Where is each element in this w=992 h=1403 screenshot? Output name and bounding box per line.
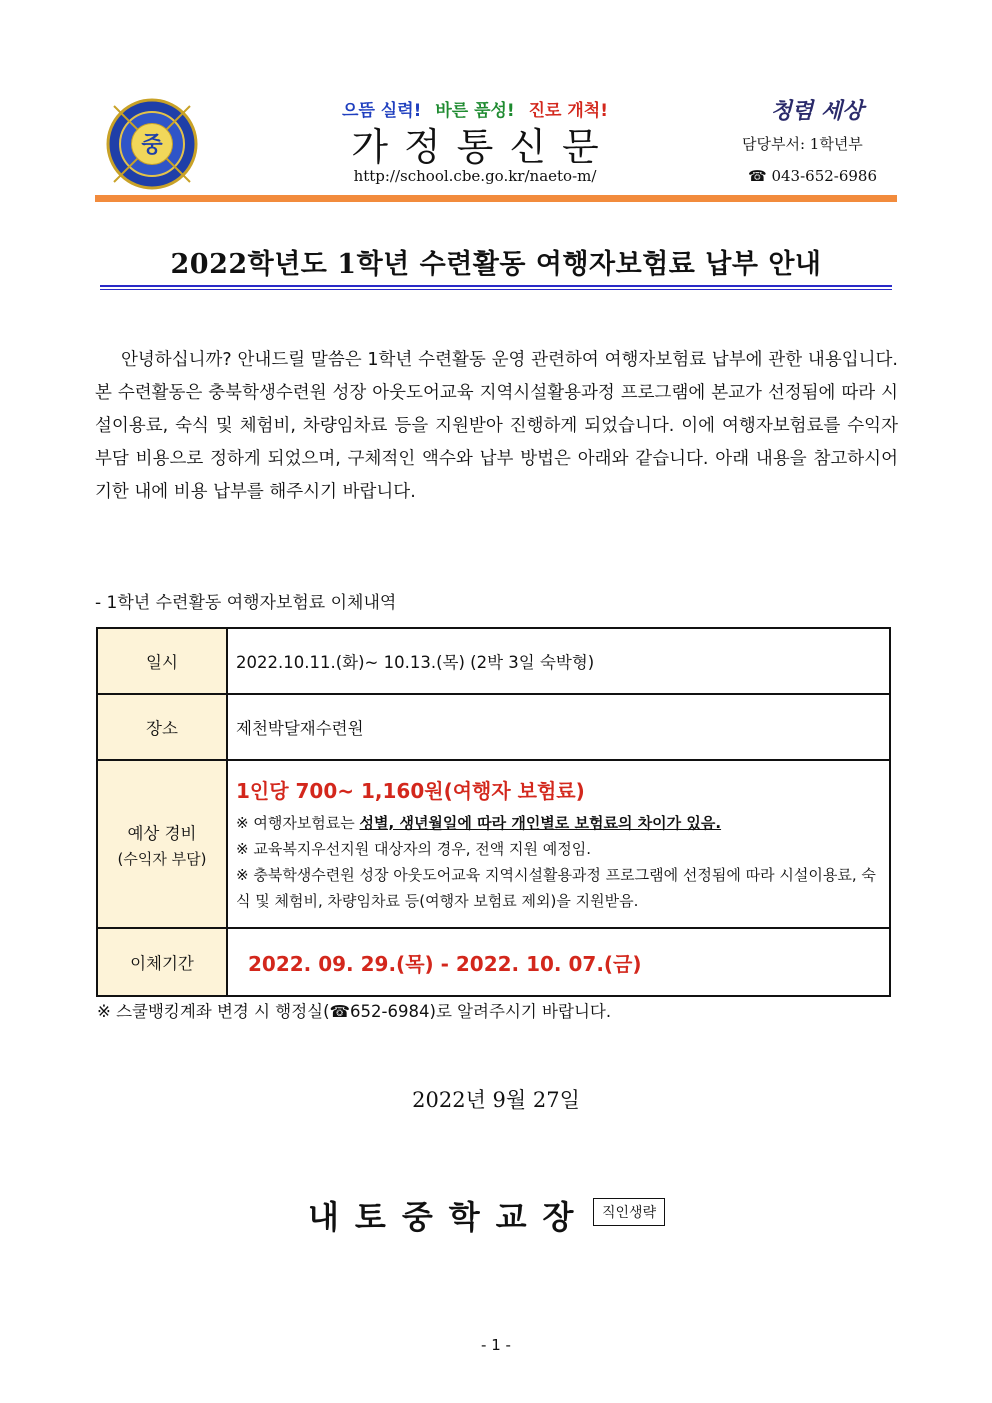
department: 담당부서: 1학년부 — [742, 135, 863, 153]
cost-label: 예상 경비 — [127, 823, 197, 843]
cost-sub-label: (수익자 부담) — [117, 849, 207, 868]
page-number: - 1 - — [481, 1336, 511, 1354]
document-title: 2022학년도 1학년 수련활동 여행자보험료 납부 안내 — [170, 249, 822, 280]
slogan-part-1: 으뜸 실력! — [342, 101, 422, 121]
contact-phone: ☎ 043-652-6986 — [748, 167, 878, 185]
intro-paragraph — [95, 344, 898, 509]
note-emphasis: 성별, 생년월일에 따라 개인별로 보험료의 차이가 있음. — [359, 813, 722, 832]
transfer-period: 2022. 09. 29.(목) - 2022. 10. 07.(금) — [248, 951, 642, 976]
masthead-title: 가정통신문 — [351, 125, 615, 169]
brand-text: 청렴 세상 — [770, 98, 864, 124]
transfer-period-cell — [227, 928, 890, 996]
cost-value-cell — [227, 760, 890, 928]
place-value: 제천박달재수련원 — [227, 694, 890, 760]
table-row — [97, 760, 890, 928]
table-row — [97, 628, 890, 694]
details-table — [96, 627, 891, 997]
school-logo — [106, 98, 198, 190]
section-heading: - 1학년 수련활동 여행자보험료 이체내역 — [95, 593, 397, 613]
date-value: 2022.10.11.(화)~ 10.13.(목) (2박 3일 숙박형) — [227, 628, 890, 694]
transfer-label: 이체기간 — [97, 928, 227, 996]
school-url[interactable]: http://school.cbe.go.kr/naeto-m/ — [353, 167, 597, 185]
intro-text: 안녕하십니까? 안내드릴 말씀은 1학년 수련활동 운영 관련하여 여행자보험료 납부에 관한 내용입니다. 본 수련활동은 충북학생수련원 성장 아웃도어교육 지역시설활용과정 프로그램에 본교가 선정됨에 따라 시설이용료, 숙식 및 체험비, 차량임차료 등을 지원받아 진행하게 되었습니다. 이에 여행자보험료를 수익자 부담 비용으로 정하게 되었으며, 구체적인 액수와 납부 방법은 아래와 같습니다. 아래 내용을 참고하시어 기한 내에 비용 납부를 해주시기 바랍니다. — [95, 350, 898, 502]
place-label: 장소 — [97, 694, 227, 760]
cost-amount: 1인당 700~ 1,160원(여행자 보험료) — [236, 778, 585, 803]
cost-label-cell — [97, 760, 227, 928]
header-divider — [95, 195, 897, 202]
table-row — [97, 694, 890, 760]
title-underline — [100, 285, 892, 287]
note-support: ※ 충북학생수련원 성장 아웃도어교육 지역시설활용과정 프로그램에 선정됨에 따라 시설이용료, 숙식 및 체험비, 차량임차료 등(여행자 보험료 제외)을 지원받음. — [236, 865, 876, 910]
integrity-brand-logo — [752, 94, 882, 125]
title-underline-thin — [100, 289, 892, 290]
date-label: 일시 — [97, 628, 227, 694]
logo-char: 중 — [141, 133, 163, 158]
seal-omitted-stamp: 직인생략 — [593, 1198, 665, 1226]
slogan-part-3: 진로 개척! — [528, 101, 608, 121]
issue-date: 2022년 9월 27일 — [412, 1088, 580, 1112]
note-welfare: ※ 교육복지우선지원 대상자의 경우, 전액 지원 예정임. — [236, 839, 592, 858]
bank-account-note: ※ 스쿨뱅킹계좌 변경 시 행정실(☎652-6984)로 알려주시기 바랍니다. — [97, 1002, 612, 1021]
slogan-part-2: 바른 품성! — [435, 101, 515, 121]
principal-signature: 내토중학교장 — [308, 1198, 590, 1236]
note-prefix: ※ 여행자보험료는 — [236, 813, 360, 832]
note-gender-age — [236, 810, 889, 836]
table-row — [97, 928, 890, 996]
